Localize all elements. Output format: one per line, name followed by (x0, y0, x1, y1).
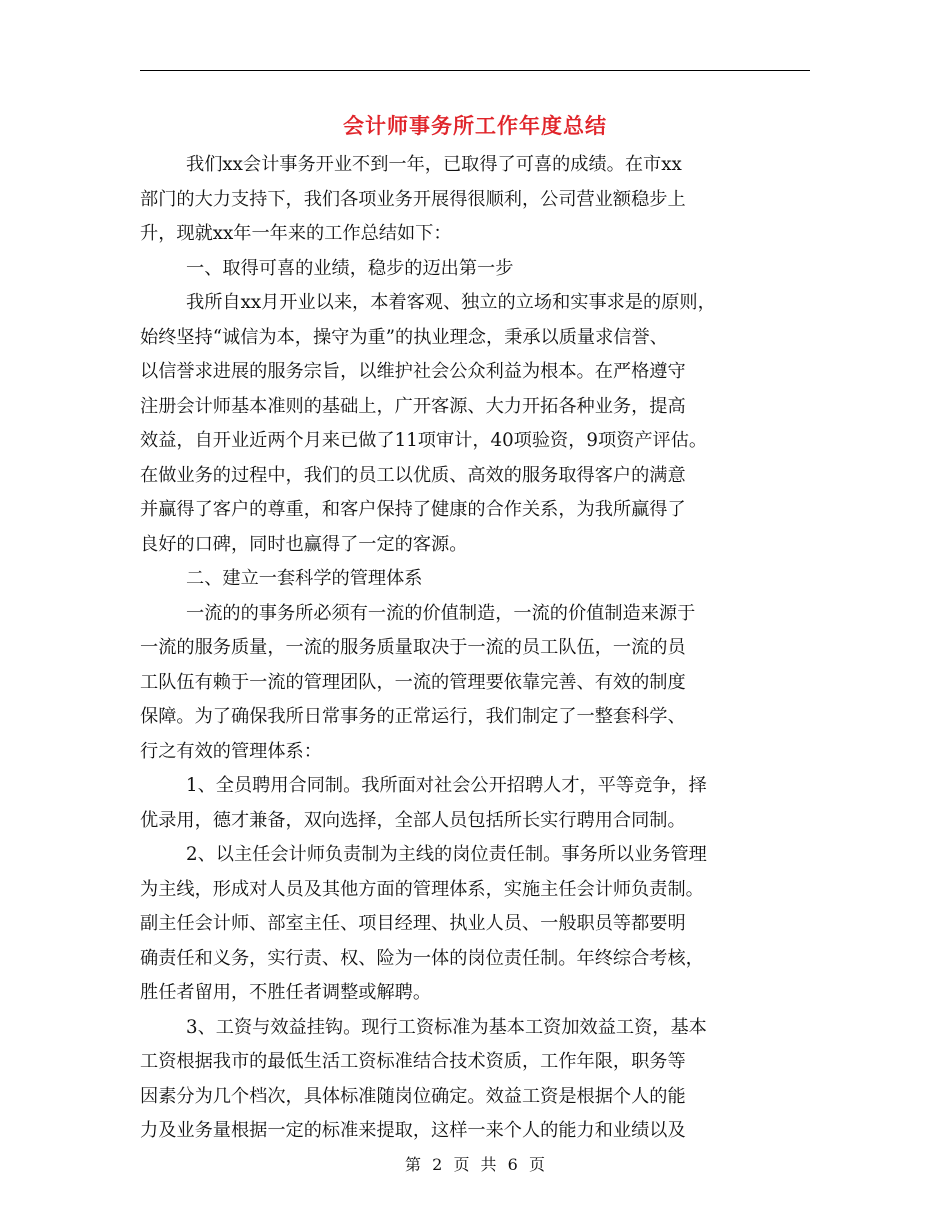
text-line: 为主线，形成对人员及其他方面的管理体系，实施主任会计师负责制。 (140, 878, 704, 900)
total-pages: 6 (507, 1155, 518, 1174)
text-line: 优录用，德才兼备，双向选择，全部人员包括所长实行聘用合同制。 (140, 809, 686, 831)
text-line: 一流的的事务所必须有一流的价值制造，一流的价值制造来源于 (186, 602, 696, 624)
text-line: 注册会计师基本准则的基础上，广开客源、大力开拓各种业务，提高 (140, 395, 686, 417)
page-footer (0, 1150, 950, 1180)
text-line: 胜任者留用，不胜任者调整或解聘。 (140, 982, 432, 1003)
footer-prefix: 第 (405, 1155, 422, 1174)
document-title: 会计师事务所工作年度总结 (343, 113, 607, 138)
footer-total-label: 页 (528, 1155, 545, 1174)
text-line: 工队伍有赖于一流的管理团队，一流的管理要依靠完善、有效的制度 (140, 671, 686, 693)
text-line: 副主任会计师、部室主任、项目经理、执业人员、一般职员等都要明 (140, 913, 686, 934)
text-line: 部门的大力支持下，我们各项业务开展得很顺利，公司营业额稳步上 (140, 188, 686, 210)
text-line: 以信誉求进展的服务宗旨，以维护社会公众利益为根本。在严格遵守 (140, 361, 686, 382)
text-line: 良好的口碑，同时也赢得了一定的客源。 (140, 533, 468, 555)
section-heading: 一、取得可喜的业绩，稳步的迈出第一步 (186, 257, 514, 279)
header-rule (140, 70, 810, 71)
text-line: 在做业务的过程中，我们的员工以优质、高效的服务取得客户的满意 (140, 464, 686, 486)
footer-page-label: 页 (453, 1155, 470, 1174)
page-number: 2 (432, 1155, 443, 1174)
text-line: 升，现就xx年一年来的工作总结如下： (140, 223, 452, 244)
text-line: 因素分为几个档次，具体标准随岗位确定。效益工资是根据个人的能 (140, 1085, 686, 1107)
document-body (140, 148, 810, 1149)
text-line: 确责任和义务，实行责、权、险为一体的岗位责任制。年终综合考核， (140, 947, 704, 969)
text-line: 力及业务量根据一定的标准来提取，这样一来个人的能力和业绩以及 (140, 1120, 686, 1141)
text-line: 效益，自开业近两个月来已做了11项审计，40项验资，9项资产评估。 (140, 430, 708, 451)
text-line: 保障。为了确保我所日常事务的正常运行，我们制定了一整套科学、 (140, 706, 686, 727)
section-heading: 二、建立一套科学的管理体系 (186, 568, 423, 589)
text-line: 2、以主任会计师负责制为主线的岗位责任制。事务所以业务管理 (186, 844, 707, 865)
text-line: 3、工资与效益挂钩。现行工资标准为基本工资加效益工资，基本 (186, 1016, 707, 1038)
text-line: 一流的服务质量，一流的服务质量取决于一流的员工队伍，一流的员 (140, 637, 686, 658)
text-line: 并赢得了客户的尊重，和客户保持了健康的合作关系，为我所赢得了 (140, 499, 686, 520)
text-line: 工资根据我市的最低生活工资标准结合技术资质，工作年限，职务等 (140, 1051, 686, 1072)
text-line: 我所自xx月开业以来，本着客观、独立的立场和实事求是的原则， (186, 292, 716, 313)
text-line: 我们xx会计事务开业不到一年，已取得了可喜的成绩。在市xx (186, 154, 682, 175)
footer-total-prefix: 共 (480, 1155, 497, 1174)
text-line: 始终坚持“诚信为本，操守为重”的执业理念，秉承以质量求信誉、 (140, 326, 668, 348)
text-line: 1、全员聘用合同制。我所面对社会公开招聘人才，平等竞争，择 (186, 775, 707, 796)
text-line: 行之有效的管理体系： (140, 740, 322, 762)
